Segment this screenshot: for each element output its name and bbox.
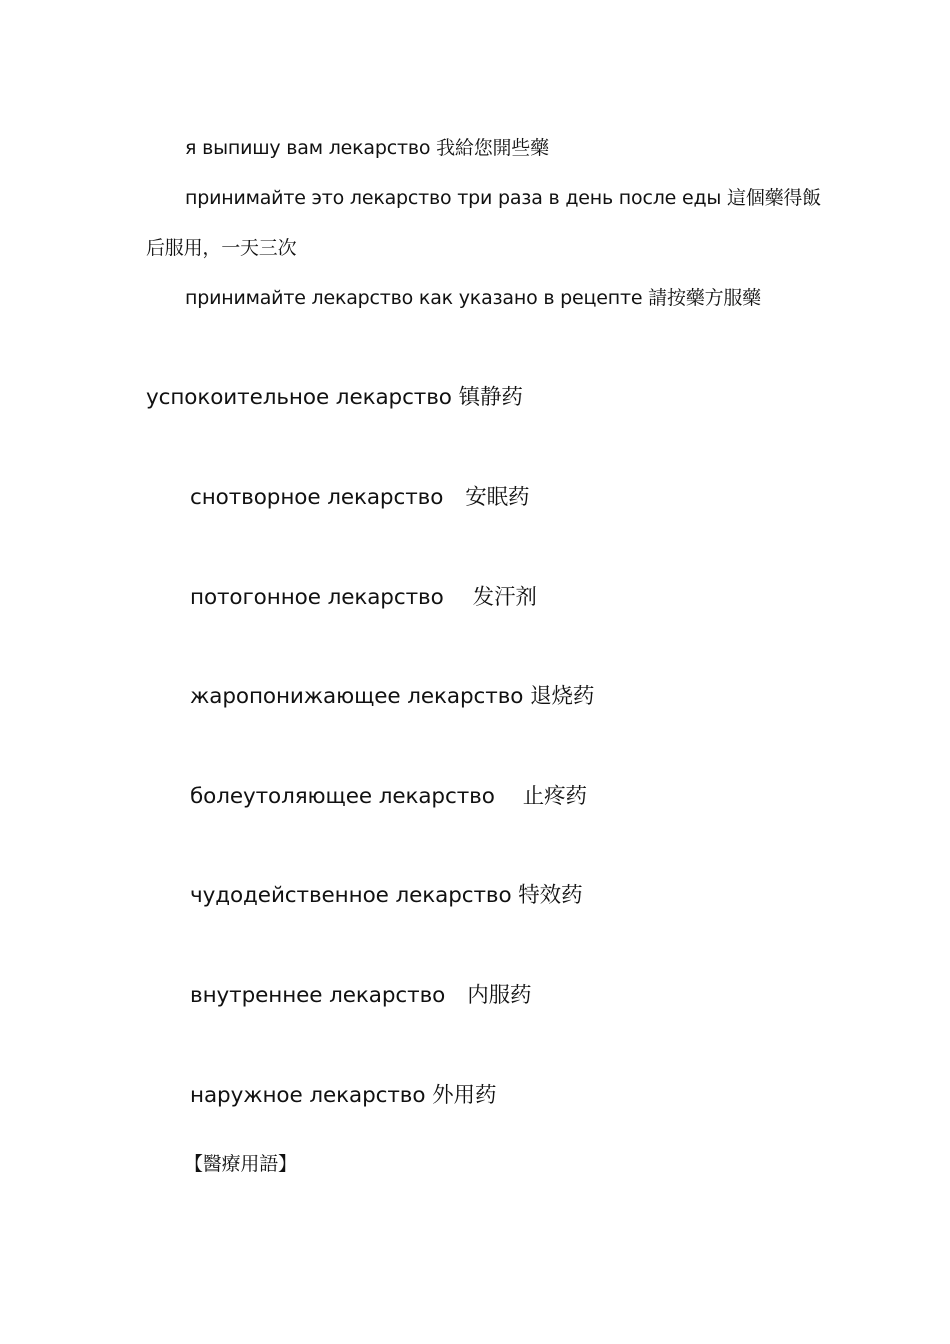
term-ru: наружное лекарство [190, 1083, 426, 1108]
term-ru: болеутоляющее лекарство [190, 784, 495, 809]
term-zh: 镇静药 [458, 385, 523, 410]
term-painkiller [190, 786, 587, 808]
term-ru: снотворное лекарство [190, 485, 444, 510]
term-external-medicine [190, 1085, 496, 1107]
phrase-as-prescribed: принимайте лекарство как указано в рецепте 請按藥方服藥 [185, 287, 761, 309]
phrase-three-times-daily: принимайте это лекарство три раза в день после еды 這個藥得飯 [185, 187, 822, 209]
term-ru: успокоительное лекарство [146, 385, 452, 410]
phrase-three-times-daily-continued: 后服用，一天三次 [146, 237, 297, 259]
term-zh: 特效药 [518, 883, 583, 908]
term-ru: потогонное лекарство [190, 585, 444, 610]
term-sudorific [190, 587, 537, 609]
term-ru: чудодейственное лекарство [190, 883, 512, 908]
term-zh: 外用药 [432, 1083, 497, 1108]
term-zh: 内服药 [467, 983, 532, 1008]
term-internal-medicine [190, 985, 531, 1007]
section-label-medical-terms: 【醫療用語】 [184, 1153, 297, 1175]
term-ru: жаропонижающее лекарство [190, 684, 524, 709]
term-antipyretic [190, 686, 594, 708]
term-ru: внутреннее лекарство [190, 983, 446, 1008]
term-zh: 发汗剂 [472, 585, 537, 610]
term-heading-sedative [146, 387, 523, 409]
term-zh: 安眠药 [465, 485, 530, 510]
term-sleeping-pill [190, 487, 529, 509]
term-zh: 退烧药 [530, 684, 595, 709]
term-zh: 止疼药 [522, 784, 587, 809]
phrase-prescribe: я выпишу вам лекарство 我給您開些藥 [185, 137, 549, 159]
term-miracle-drug [190, 885, 582, 907]
